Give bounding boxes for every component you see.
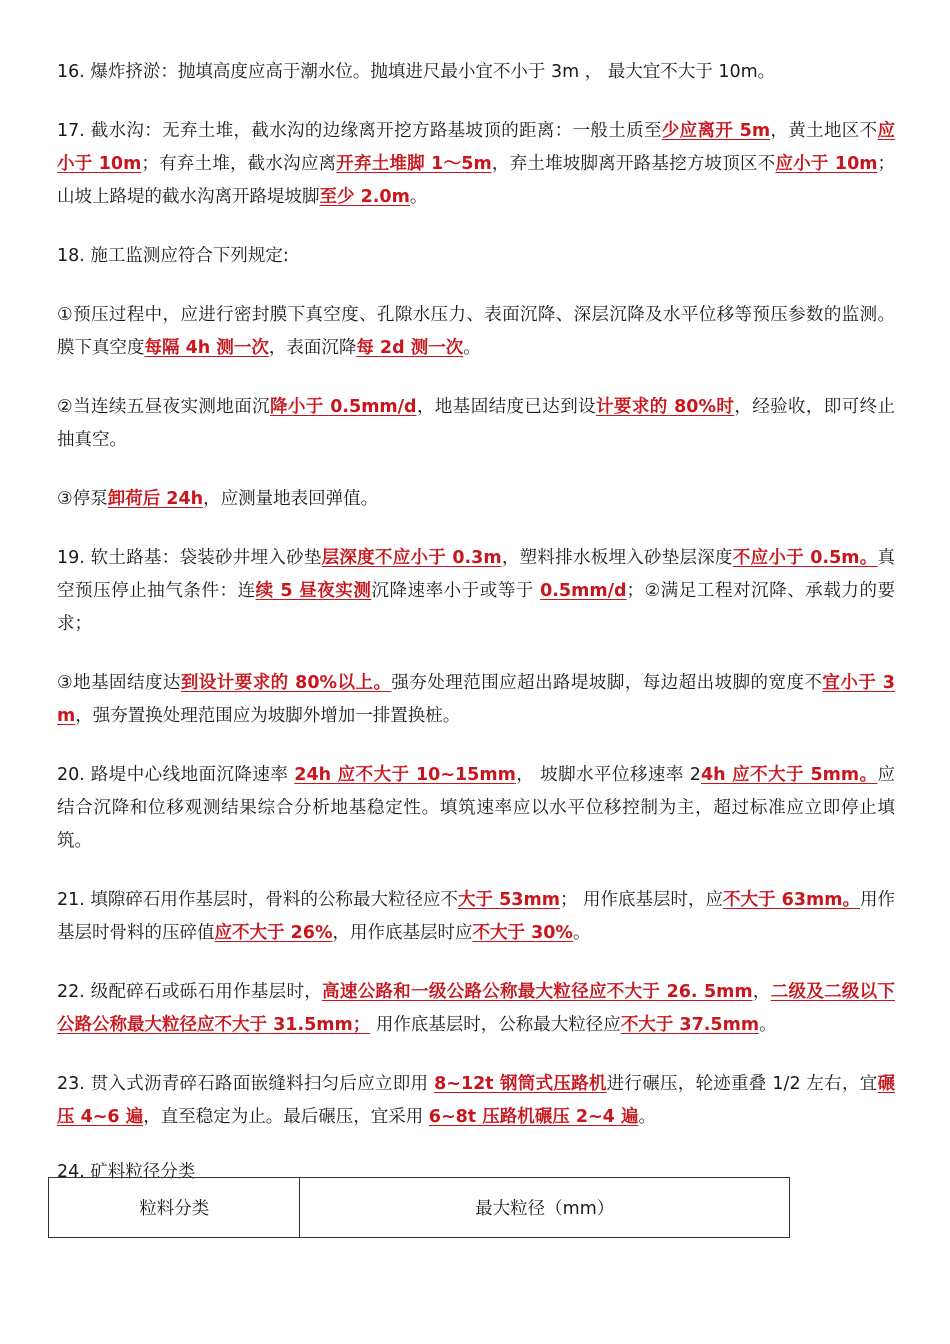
text: ，用作底基层时应 [332,923,473,943]
item-18 [57,240,895,273]
highlight: 大于 53mm [458,890,560,910]
table-header-row [49,1178,790,1238]
text: 进行碾压，轮迹重叠 1/2 左右，宜 [606,1074,878,1094]
text: 17. 截水沟：无弃土堆，截水沟的边缘离开挖方路基坡顶的距离：一般土质至 [57,121,662,141]
text: ③停泵 [57,489,108,509]
text: 23. 贯入式沥青碎石路面嵌缝料扫匀后应立即用 [57,1074,435,1094]
highlight: 不应小于 0.5m。 [732,548,878,568]
text: ①预压过程中，应进行密封膜下真空度、孔隙水压力、表面沉降、深层沉降及水平位移等预压参数的监测。膜下真空度 [57,305,895,358]
highlight: 层深度不应小于 0.3m [321,548,502,568]
highlight: 不大于 63mm。 [723,890,860,910]
highlight: 8~12t 钢筒式压路机 [434,1074,607,1094]
item-17 [57,115,895,214]
item-19-3 [57,667,895,733]
table-caption: 24. 矿料粒径分类 [57,1162,196,1182]
highlight: 碾压 4~6 遍 [57,1074,895,1127]
text: 。 [638,1107,656,1127]
text: 18. 施工监测应符合下列规定: [57,246,289,266]
highlight: 0.5mm/d [540,581,627,601]
gradation-table [48,1177,790,1238]
item-16 [57,56,895,89]
highlight: 到设计要求的 80%以上。 [180,673,392,693]
highlight: 应不大于 26% [214,923,333,943]
text: 真空预压停止抽气条件：连 [57,548,896,601]
highlight: 高速公路和一级公路公称最大粒径应不大于 26. 5mm [322,982,753,1002]
text: ，应测量地表回弹值。 [203,489,379,509]
text: 沉降速率小于或等于 [371,581,541,601]
text: ②当连续五昼夜实测地面沉 [57,397,270,417]
highlight: 二级及二级以下公路公称最大粒径应不大于 31.5mm； [57,982,895,1035]
highlight: 至少 2.0m [319,187,410,207]
table-header-cell-category: 粒料分类 [49,1178,300,1238]
document-body [57,56,895,1184]
text: 。 [409,187,428,207]
item-23 [57,1068,895,1134]
text: 应结合沉降和位移观测结果综合分析地基稳定性。填筑速率应以水平位移控制为主，超过标准应立即停止填筑。 [57,765,895,851]
highlight: 不大于 30% [472,923,573,943]
text: 用作底基层时，公称最大粒径应 [370,1015,621,1035]
highlight: 6~8t 压路机碾压 2~4 遍 [428,1107,639,1127]
highlight: 应小于 10m [57,121,896,174]
text: ，黄土地区不 [770,121,878,141]
text: 。 [759,1015,777,1035]
text: 22. 级配碎石或砾石用作基层时， [57,982,323,1002]
text: ；山坡上路堤的截水沟离开路堤坡脚 [57,154,895,207]
highlight: 每 2d 测一次 [356,338,464,358]
text: 。 [463,338,481,358]
text: ；②满足工程对沉降、承载力的要求； [57,581,896,634]
highlight: 应小于 10m [775,154,878,174]
text: ； 用作底基层时，应 [559,890,724,910]
highlight: 不大于 37.5mm [620,1015,760,1035]
item-20 [57,759,895,858]
item-21 [57,884,895,950]
item-18-2 [57,391,895,457]
text: ；有弃土堆，截水沟应离 [141,154,337,174]
text: 强夯处理范围应超出路堤坡脚，每边超出坡脚的宽度不 [391,673,823,693]
text: 。 [572,923,591,943]
text: 20. 路堤中心线地面沉降速率 [57,765,295,785]
text: ，塑料排水板埋入砂垫层深度 [501,548,733,568]
text: 16. 爆炸挤淤：抛填高度应高于潮水位。抛填进尺最小宜不小于 3m ， 最大宜不大于 10m。 [57,62,776,82]
table-header-cell-max-size: 最大粒径（mm） [300,1178,790,1238]
item-18-3 [57,483,895,516]
item-22 [57,976,895,1042]
text: 21. 填隙碎石用作基层时，骨料的公称最大粒径应不 [57,890,458,910]
text: ，弃土堆坡脚离开路基挖方坡顶区不 [491,154,776,174]
text: ，强夯置换处理范围应为坡脚外增加一排置换桩。 [75,706,461,726]
item-19 [57,542,895,641]
highlight: 每隔 4h 测一次 [144,338,269,358]
highlight: 4h 应不大于 5mm。 [700,765,878,785]
text: ，表面沉降 [268,338,357,358]
text: 用作基层时骨料的压碎值 [57,890,896,943]
highlight: 宜小于 3m [57,673,895,726]
text: ， 坡脚水平位移速率 2 [515,765,701,785]
text: ， [752,982,771,1002]
text: ，地基固结度已达到设 [416,397,597,417]
highlight: 计要求的 80%时 [596,397,735,417]
highlight: 24h 应不大于 10~15mm [294,765,516,785]
item-18-1 [57,299,895,365]
highlight: 续 5 昼夜实测 [255,581,372,601]
highlight: 卸荷后 24h [107,489,204,509]
text: 19. 软土路基：袋装砂井埋入砂垫 [57,548,322,568]
text: ，直至稳定为止。最后碾压，宜采用 [143,1107,429,1127]
text: ③地基固结度达 [57,673,181,693]
highlight: 降小于 0.5mm/d [270,397,417,417]
highlight: 少应离开 5m [661,121,771,141]
highlight: 开弃土堆脚 1～5m [336,154,492,174]
text: ，经验收，即可终止抽真空。 [57,397,896,450]
